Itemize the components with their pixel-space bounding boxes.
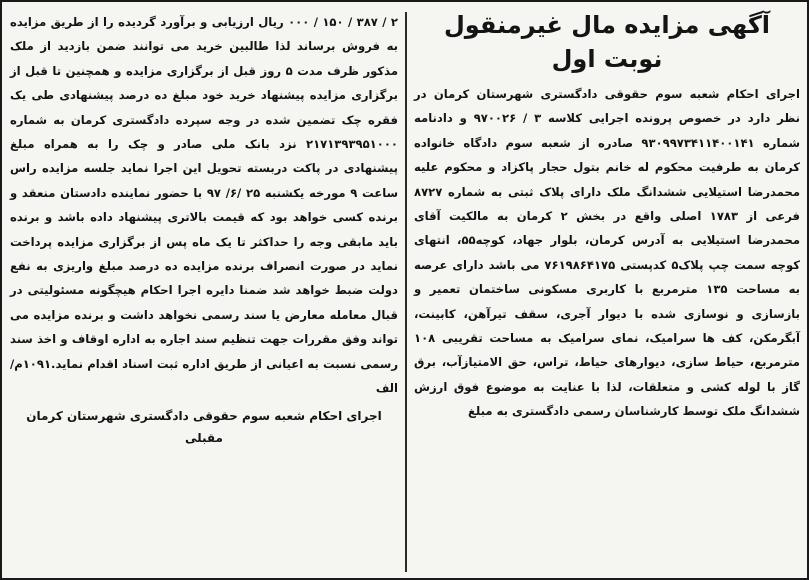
column-divider [405,12,407,572]
left-column [10,10,398,451]
notice-subtitle: نوبت اول [551,45,663,73]
right-column [414,8,800,424]
right-column-body: اجرای احکام شعبه سوم حقوقی دادگستری شهرستان کرمان در نظر دارد در خصوص پرونده اجرایی کلاسه ۳ / ۹۷۰۰۲۶ و دادنامه شماره ۹۳۰۹۹۷۳۴۱۱۴۰۰۱۴۱ صادره از شعبه سوم دادگاه خانواده کرمان به طرفیت محکوم له خانم بتول حجار پاکزاد و محکوم علیه محمدرضا استیلایی ششدانگ ملک دارای پلاک ثبتی به شماره ۸۷۲۷ فرعی از ۱۷۸۳ اصلی واقع در بخش ۲ کرمان به مالکیت آقای محمدرضا استیلایی به آدرس کرمان، بلوار جهاد، کوچه۵۵، انتهای کوچه سمت چپ پلاک۵ کدپستی ۷۶۱۹۸۶۴۱۷۵ می باشد دارای عرصه به مساحت ۱۳۵ مترمربع با کاربری مسکونی ساختمان تعمیر و بازسازی و نوسازی شده با دیوار آجری، سقف تیرآهن، کابینت، آبگرمکن، کف ها سرامیک، نمای سرامیک به مساحت تقریبی ۱۰۸ مترمربع، حیاط سازی، دیوارهای حیاط، تراس، حق الامتیازآب، برق گاز با لوله کشی و متعلقات، لذا با عنایت به موضوع فوق ارزش ششدانگ ملک توسط کارشناسان رسمی دادگستری به مبلغ [414,87,800,419]
left-column-body: ۲ / ۳۸۷ / ۱۵۰ / ۰۰۰ ریال ارزیابی و برآورد گردیده را از طریق مزایده به فروش برساند لذا طالبین خرید می توانند ضمن بازدید از ملک مذکور ظرف مدت ۵ روز قبل از برگزاری مزایده و همچنین تا قبل از برگزاری مزایده پیشنهاد خرید خود مبلغ ده درصد پیشنهادی طی یک فقره چک تضمین شده در وجه سپرده دادگستری کرمان به شماره ۲۱۷۱۳۹۳۹۵۱۰۰۰ نزد بانک ملی صادر و چک را به همراه مبلغ پیشنهادی در پاکت دربسته تحویل این اجرا نماید جلسه مزایده راس ساعت ۹ مورخه یکشنبه ۲۵ /۶/ ۹۷ با حضور نماینده دادستان منعقد و برنده کسی خواهد بود که قیمت بالاتری پیشنهاد داده باشد و برنده باید مابقی وجه را حداکثر تا یک ماه پس از برگزاری مزایده پرداخت نماید در صورت انصراف برنده مزایده ده درصد مبلغ واریزی به نفع دولت ضبط خواهد شد ضمنا دایره اجرا احکام هیچگونه مسئولیتی در قبال معامله معارض یا سند رسمی نخواهد داشت و برنده مزایده می تواند وفق مقررات جهت تنظیم سند اجاره به اداره اوقاف و اخذ سند رسمی نسبت به اعیانی از طریق اداره ثبت اسناد اقدام نماید.۱۰۹۱م/الف [10,15,399,396]
notice-title: آگهی مزایده مال غیرمنقول [443,11,771,39]
signature-line: اجرای احکام شعبه سوم حقوقی دادگستری شهرستان کرمان [26,408,382,423]
signature-name: مقبلی [184,430,223,445]
